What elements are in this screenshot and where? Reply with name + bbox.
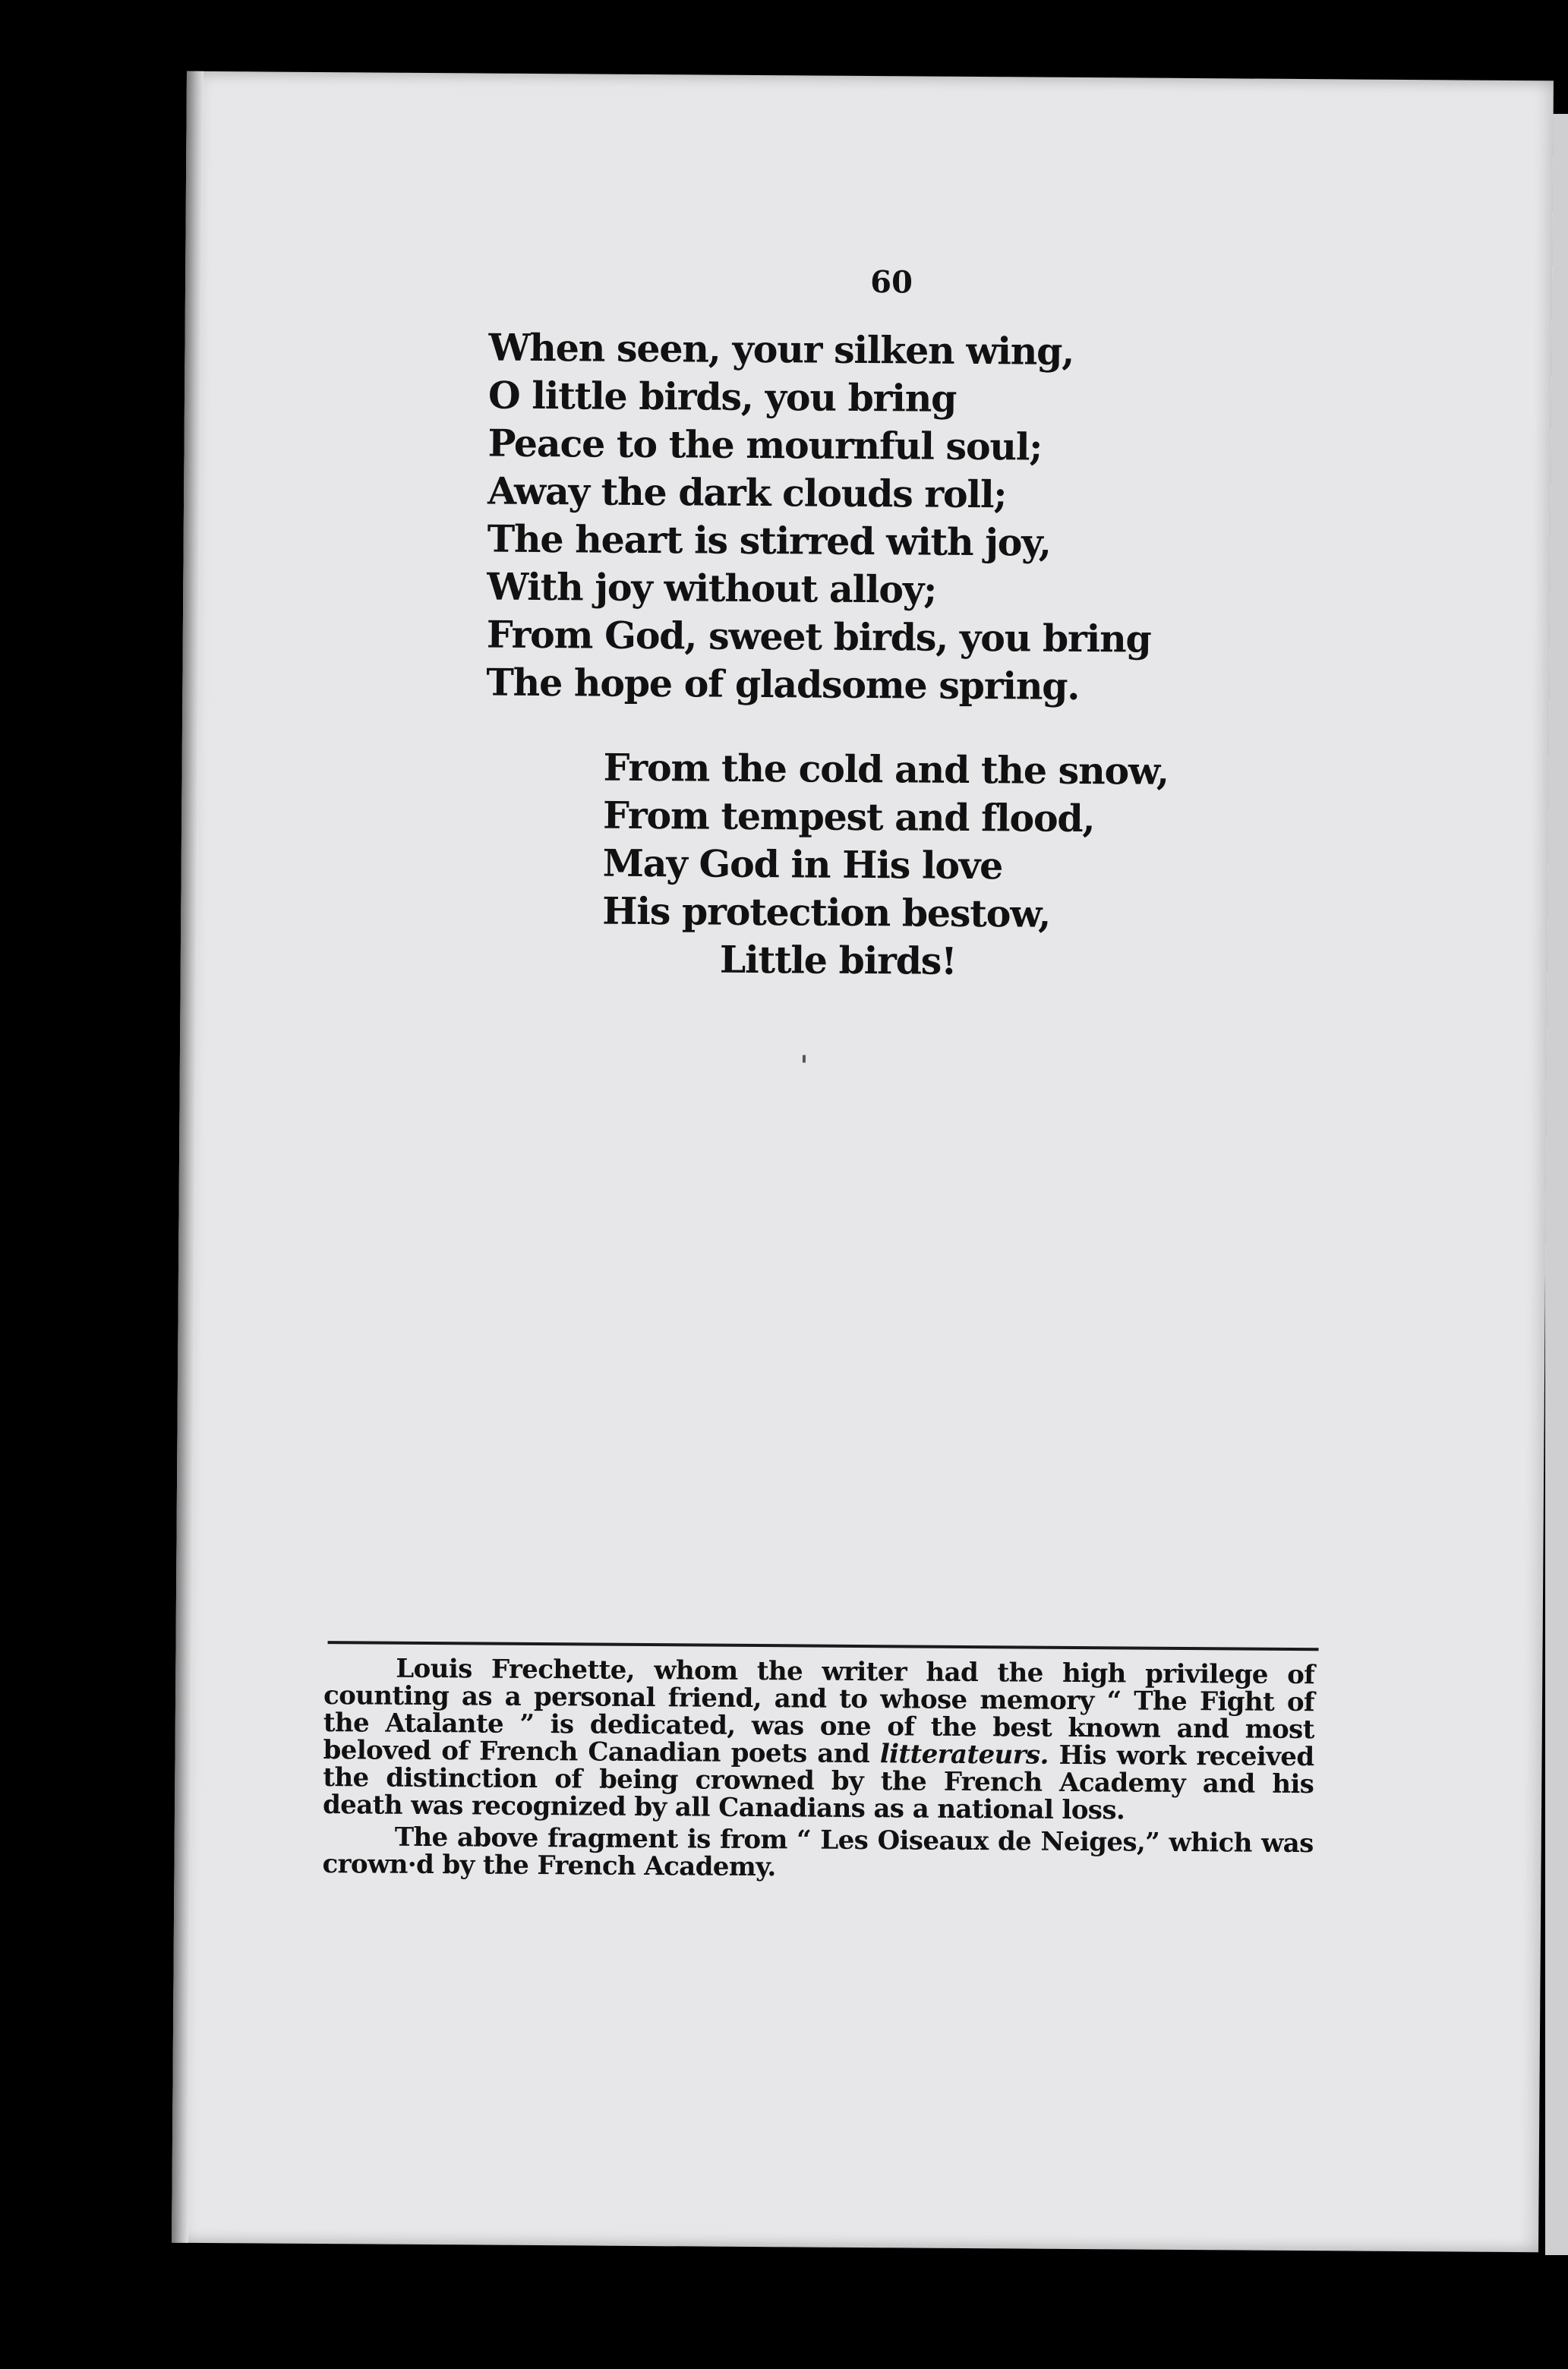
poem-line: From tempest and flood, bbox=[602, 793, 1095, 841]
poem-line: From God, sweet birds, you bring bbox=[486, 612, 1151, 661]
poem-line: May God in His love bbox=[602, 841, 1003, 888]
footnote-paragraph-1 bbox=[323, 1655, 1314, 1825]
poem-line: From the cold and the snow, bbox=[603, 745, 1169, 793]
poem-stanza-1 bbox=[486, 324, 1153, 711]
book-page bbox=[172, 71, 1554, 2252]
footnote-text: Louis Frechette, whom the writer had the high privilege of counting as a personal friend, and to whose memory “ The Fight of the Atalante ” is dedicated, was one of the best known and most beloved of French Canadian poets and bbox=[323, 1653, 1315, 1770]
poem-line: His protection bestow, bbox=[602, 888, 1051, 936]
footnote-text: His work received the distinction of being crowned by the French Academy and his death was recognized by all Canadians as a national loss. bbox=[322, 1740, 1314, 1826]
page-spine-shadow bbox=[172, 71, 203, 2243]
scan-speck bbox=[803, 1055, 806, 1062]
poem-line: The hope of gladsome spring. bbox=[486, 660, 1080, 708]
footnote-divider bbox=[328, 1641, 1319, 1651]
footnote-italic-term: litterateurs. bbox=[879, 1739, 1049, 1771]
poem-line: The heart is stirred with joy, bbox=[487, 516, 1051, 565]
page-number: 60 bbox=[870, 264, 913, 301]
poem-line: O little birds, you bring bbox=[487, 373, 957, 421]
poem-line: Away the dark clouds roll; bbox=[487, 468, 1007, 517]
footnote bbox=[322, 1655, 1314, 1885]
poem-stanza-2 bbox=[602, 744, 1169, 987]
poem-line: When seen, your silken wing, bbox=[488, 325, 1074, 374]
poem-line: Peace to the mournful soul; bbox=[487, 421, 1043, 469]
footnote-paragraph-2: The above fragment is from “ Les Oiseaux de Neiges,” which was crown·d by the French Academy. bbox=[322, 1822, 1314, 1883]
poem-line: With joy without alloy; bbox=[487, 564, 937, 612]
poem-refrain: Little birds! bbox=[719, 937, 957, 983]
